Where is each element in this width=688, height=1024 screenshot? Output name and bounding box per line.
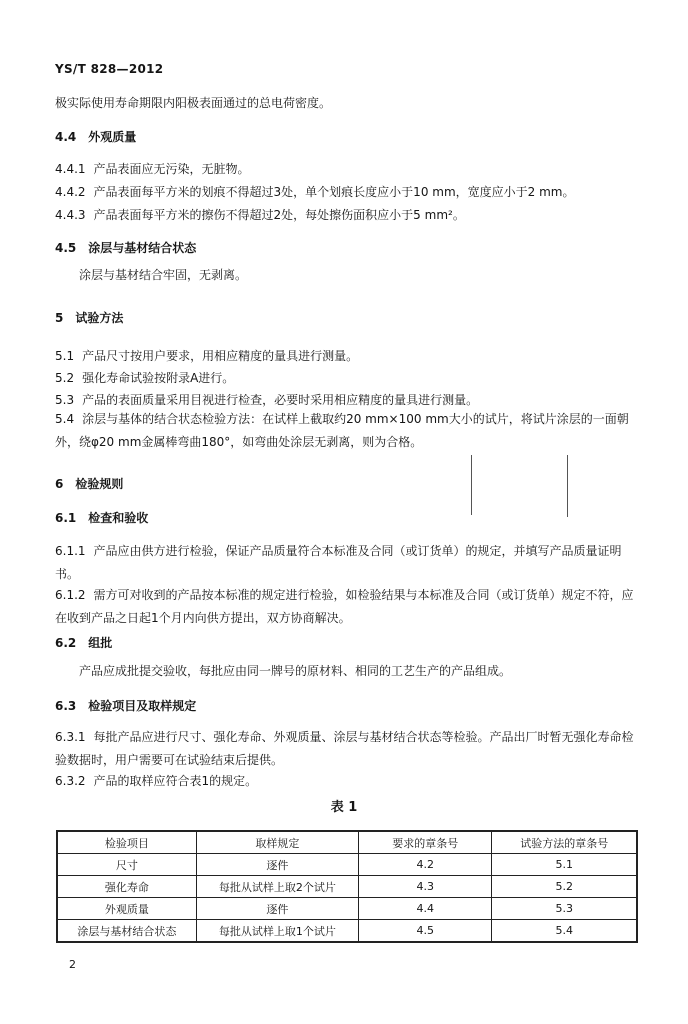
clause-5-3: 5.3 产品的表面质量采用目视进行检查，必要时采用相应精度的量具进行测量。 (55, 393, 479, 407)
table-cell: 外观质量 (57, 898, 196, 920)
chapter-heading-5: 5 试验方法 (55, 311, 124, 325)
clause-4-4-3: 4.4.3 产品表面每平方米的擦伤不得超过2处，每处擦伤面积应小于5 mm²。 (55, 208, 465, 222)
section-heading-6-2: 6.2 组批 (55, 636, 113, 650)
table-row (57, 854, 637, 876)
table-header-row (57, 831, 637, 854)
table-cell: 4.3 (359, 876, 492, 898)
clause-5-4: 5.4 涂层与基体的结合状态检验方法：在试样上截取约20 mm×100 mm大小的试片，将试片涂层的一面朝外，绕φ20 mm金属棒弯曲180°，如弯曲处涂层无剥离，则为合格。 (55, 412, 629, 449)
table-cell: 逐件 (196, 854, 358, 876)
section-heading-4-4: 4.4 外观质量 (55, 130, 137, 144)
table-cell: 4.2 (359, 854, 492, 876)
clause-5-1: 5.1 产品尺寸按用户要求，用相应精度的量具进行测量。 (55, 349, 359, 363)
table-caption: 表 1 (330, 800, 358, 815)
clause-4-4-2: 4.4.2 产品表面每平方米的划痕不得超过3处，单个划痕长度应小于10 mm，宽度应小于2 mm。 (55, 185, 575, 199)
table-row (57, 898, 637, 920)
table-row (57, 920, 637, 943)
table-cell: 每批从试样上取1个试片 (196, 920, 358, 943)
table-cell: 每批从试样上取2个试片 (196, 876, 358, 898)
paragraph-4-5: 涂层与基材结合牢固，无剥离。 (79, 268, 248, 282)
scan-artifact-line (471, 455, 472, 515)
paragraph-6-2: 产品应成批提交验收，每批应由同一牌号的原材料、相同的工艺生产的产品组成。 (79, 664, 512, 678)
section-heading-6-3: 6.3 检验项目及取样规定 (55, 699, 197, 713)
clause-5-2: 5.2 强化寿命试验按附录A进行。 (55, 371, 235, 385)
section-heading-4-5: 4.5 涂层与基材结合状态 (55, 241, 197, 255)
clause-6-1-2: 6.1.2 需方可对收到的产品按本标准的规定进行检验，如检验结果与本标准及合同（或订货单）规定不符，应在收到产品之日起1个月内向供方提出，双方协商解决。 (55, 588, 634, 625)
paragraph-continuation: 极实际使用寿命期限内阳极表面通过的总电荷密度。 (55, 96, 332, 110)
table-cell: 4.5 (359, 920, 492, 943)
table-cell: 5.4 (492, 920, 637, 943)
table-cell: 尺寸 (57, 854, 196, 876)
chapter-heading-6: 6 检验规则 (55, 477, 124, 491)
column-header: 取样规定 (196, 831, 358, 854)
clause-6-1-1: 6.1.1 产品应由供方进行检验，保证产品质量符合本标准及合同（或订货单）的规定，并填写产品质量证明书。 (55, 544, 622, 581)
standard-number-header: YS/T 828—2012 (55, 62, 164, 76)
scan-artifact-line (567, 455, 568, 517)
clause-4-4-1: 4.4.1 产品表面应无污染，无脏物。 (55, 162, 250, 176)
table-cell: 5.2 (492, 876, 637, 898)
table-cell: 4.4 (359, 898, 492, 920)
sampling-table (56, 830, 638, 943)
table-row (57, 876, 637, 898)
table-cell: 5.1 (492, 854, 637, 876)
section-heading-6-1: 6.1 检查和验收 (55, 511, 149, 525)
column-header: 试验方法的章条号 (492, 831, 637, 854)
clause-6-3-1: 6.3.1 每批产品应进行尺寸、强化寿命、外观质量、涂层与基材结合状态等检验。产品出厂时暂无强化寿命检验数据时，用户需要可在试验结束后提供。 (55, 730, 634, 767)
table-cell: 5.3 (492, 898, 637, 920)
column-header: 检验项目 (57, 831, 196, 854)
table-cell: 涂层与基材结合状态 (57, 920, 196, 943)
table-cell: 逐件 (196, 898, 358, 920)
page-number: 2 (69, 958, 76, 971)
clause-6-3-2: 6.3.2 产品的取样应符合表1的规定。 (55, 774, 258, 788)
column-header: 要求的章条号 (359, 831, 492, 854)
table-cell: 强化寿命 (57, 876, 196, 898)
